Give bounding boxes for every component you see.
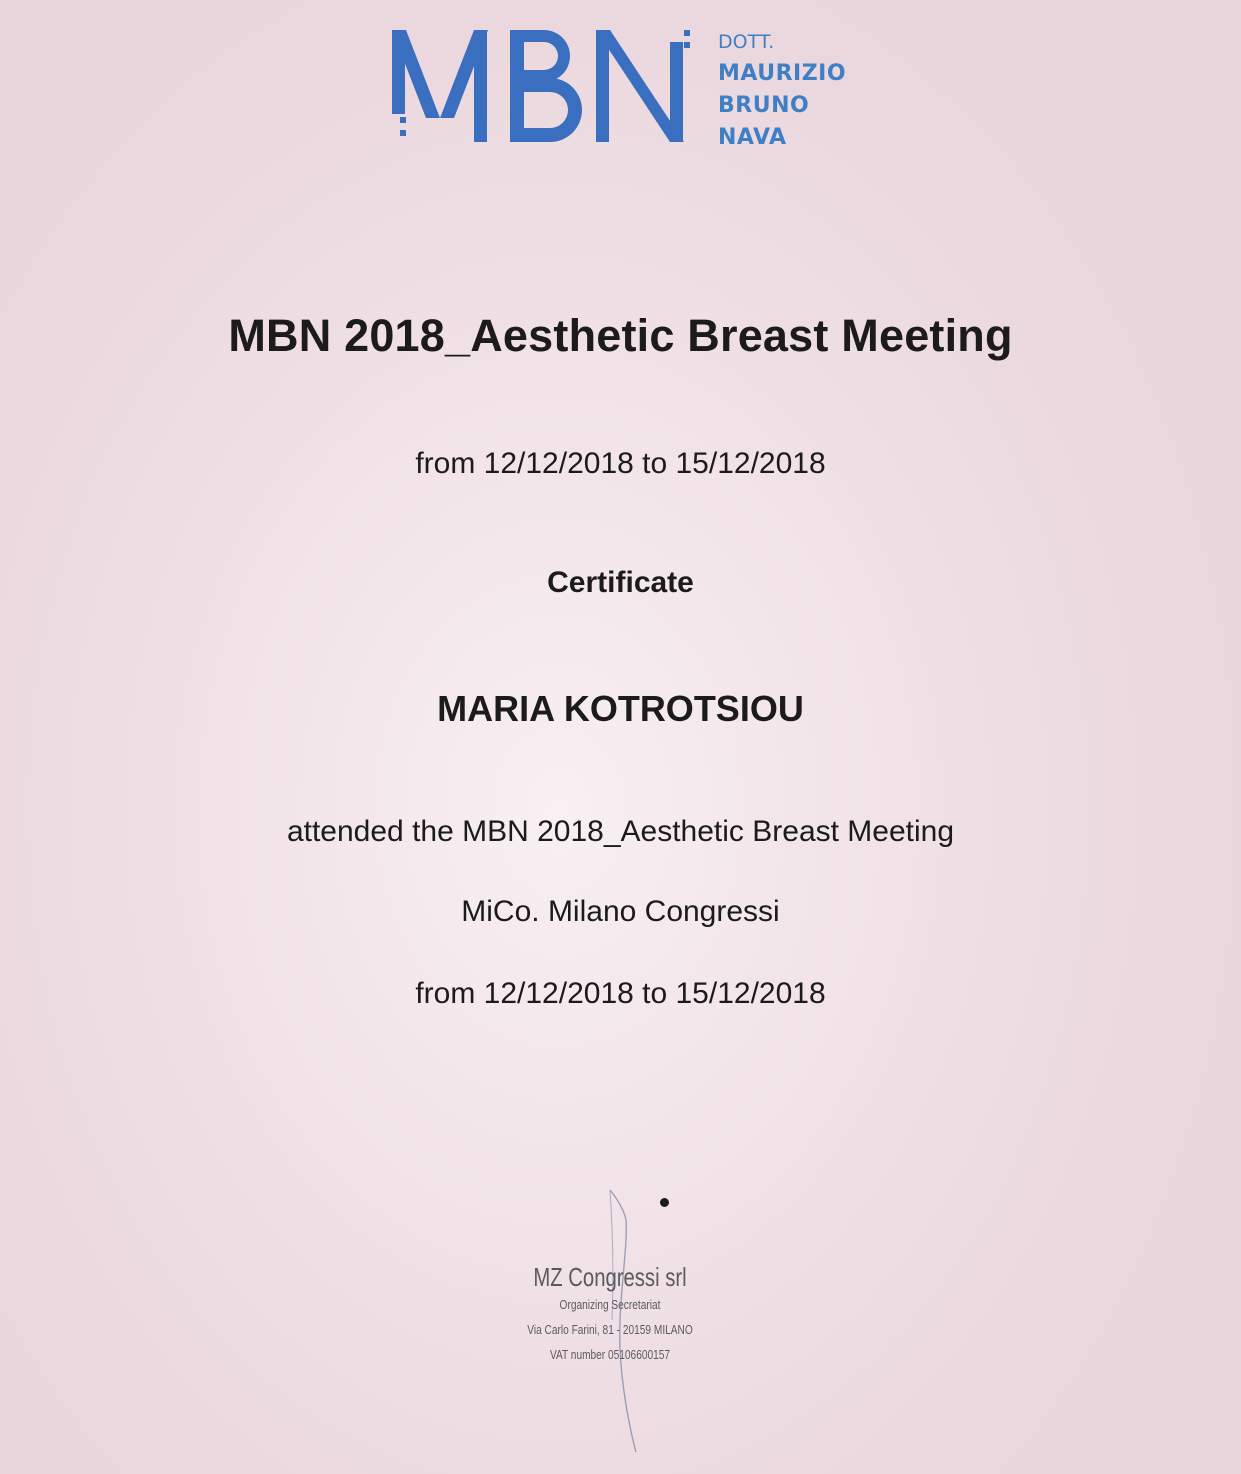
stamp-address: Via Carlo Farini, 81 - 20159 MILANO [527,1322,693,1337]
mbn-logo [388,22,868,152]
logo-line-dott: DOTT. [718,31,775,53]
logo-line-first-name: MAURIZIO [718,61,847,86]
organizer-stamp [470,1262,750,1367]
stamp-vat: VAT number 05106600157 [549,1347,671,1362]
certificate-label: Certificate [547,566,694,599]
event-dates: from 12/12/2018 to 15/12/2018 [415,447,826,480]
mbn-logo-mark [388,22,708,152]
venue-name: MiCo. Milano Congressi [461,895,780,928]
attendance-dates: from 12/12/2018 to 15/12/2018 [415,977,826,1010]
recipient-name: MARIA KOTROTSIOU [437,688,804,729]
logo-doctor-name [718,26,846,154]
stamp-role: Organizing Secretariat [559,1297,661,1312]
certificate-title: MBN 2018_Aesthetic Breast Meeting [228,310,1013,361]
attendance-statement: attended the MBN 2018_Aesthetic Breast Meeting [286,815,955,848]
stamp-company: MZ Congressi srl [533,1262,687,1292]
logo-line-middle-name: BRUNO [718,93,810,118]
signature-dot [660,1198,669,1207]
logo-line-last-name: NAVA [718,125,787,150]
